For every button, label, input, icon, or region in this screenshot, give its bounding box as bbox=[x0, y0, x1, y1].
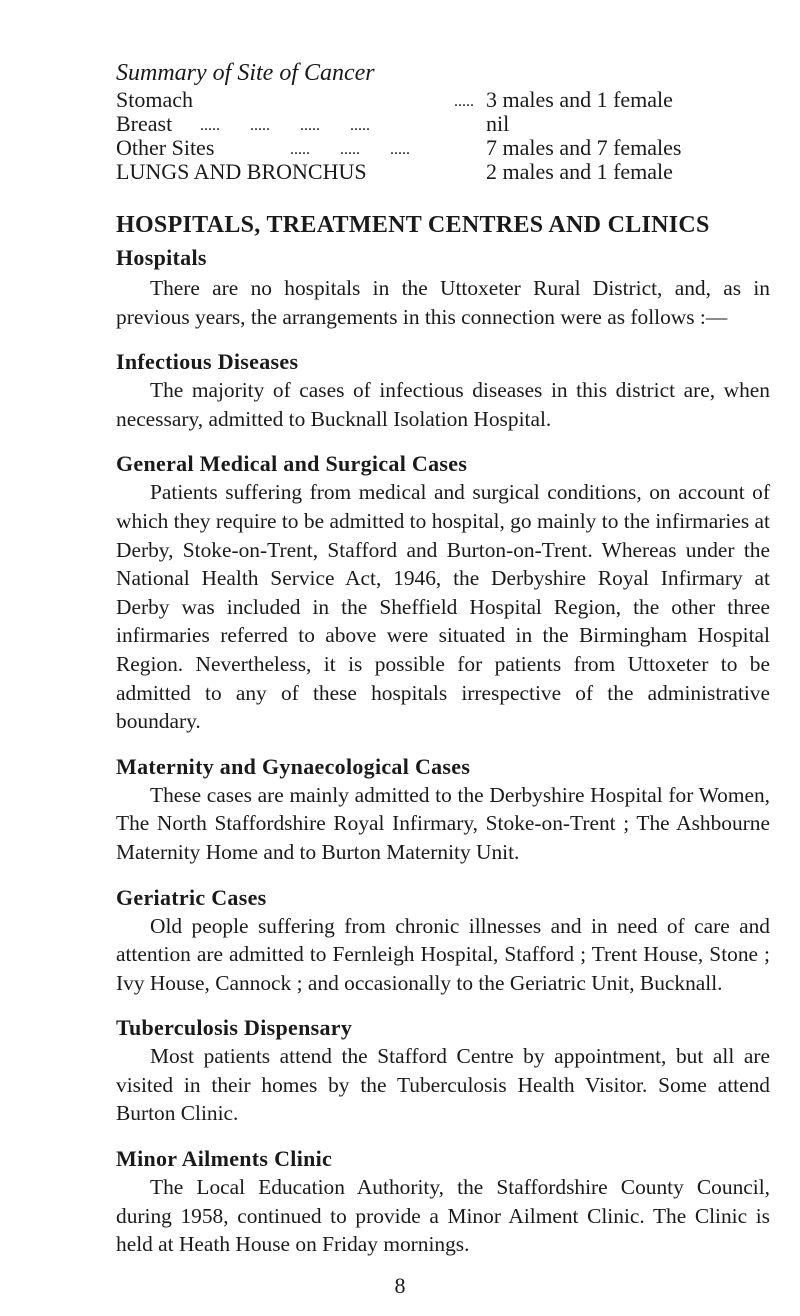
section-maternity-gynaecological bbox=[116, 752, 770, 867]
summary-site: Breast bbox=[116, 111, 173, 136]
summary-title: Summary of Site of Cancer bbox=[116, 60, 375, 86]
summary-leader-dots: ..... bbox=[454, 93, 474, 110]
cancer-site-summary bbox=[116, 60, 736, 184]
section-hospitals bbox=[116, 243, 770, 331]
summary-value: nil bbox=[486, 111, 510, 136]
section-body: The Local Education Authority, the Staffordshire County Council, during 1958, continued to provide a Minor Ailment Clinic. The Clinic is held at Heath House on Friday mornings. bbox=[116, 1175, 770, 1257]
summary-site: Stomach bbox=[116, 87, 193, 112]
section-body: The majority of cases of infectious diseases in this district are, when necessary, admitted to Bucknall Isolation Hospital. bbox=[116, 378, 770, 431]
page-number: 8 bbox=[394, 1273, 406, 1298]
summary-leader-dots: ..... ..... ..... ..... bbox=[200, 117, 370, 134]
summary-site: Other Sites bbox=[116, 135, 215, 160]
section-geriatric bbox=[116, 883, 770, 998]
summary-row bbox=[116, 136, 736, 160]
summary-value: 2 males and 1 female bbox=[486, 159, 673, 184]
section-heading: Geriatric Cases bbox=[116, 884, 267, 910]
section-body: These cases are mainly admitted to the Derbyshire Hospital for Women, The North Staffordshire Royal Infirmary, Stoke-on-Trent ; The Ashbourne Maternity Home and to Burton Maternity Unit. bbox=[116, 782, 770, 864]
summary-value: 3 males and 1 female bbox=[486, 87, 673, 112]
summary-row bbox=[116, 112, 736, 136]
main-heading: HOSPITALS, TREATMENT CENTRES AND CLINICS bbox=[116, 212, 710, 238]
section-heading: Tuberculosis Dispensary bbox=[116, 1015, 353, 1041]
section-heading: Hospitals bbox=[116, 245, 207, 270]
summary-row bbox=[116, 88, 736, 112]
section-general-medical-surgical bbox=[116, 449, 770, 735]
section-body: Patients suffering from medical and surgical conditions, on account of which they require to be admitted to hospital, go mainly to the infirmaries at Derby, Stoke-on-Trent, Stafford and Burton-on-Trent. Whereas under the National Health Service Act, 1946, the Derbyshire Royal Infirmary at Derby was included in the Sheffield Hospital Region, the other three infirmaries referred to above were situated in the Birmingham Hospital Region. Nevertheless, it is possible for patients from Uttoxeter to be admitted to any of these hospitals irrespective of the administrative boundary. bbox=[116, 480, 770, 734]
section-body: Old people suffering from chronic illnesses and in need of care and attention are admitted to Fernleigh Hospital, Stafford ; Trent House, Stone ; Ivy House, Cannock ; and occasionally to the Geriatric Unit, Bucknall. bbox=[116, 913, 770, 995]
summary-row bbox=[116, 160, 736, 184]
section-tuberculosis-dispensary bbox=[116, 1013, 770, 1128]
summary-leader-dots: ..... ..... ..... bbox=[290, 141, 410, 158]
section-heading: Minor Ailments Clinic bbox=[116, 1146, 333, 1172]
section-heading: Infectious Diseases bbox=[116, 349, 299, 375]
summary-site: LUNGS AND BRONCHUS bbox=[116, 159, 367, 184]
sections-container bbox=[116, 243, 770, 1275]
section-body: Most patients attend the Stafford Centre by appointment, but all are visited in their homes by the Tuberculosis Health Visitor. Some attend Burton Clinic. bbox=[116, 1044, 770, 1126]
summary-value: 7 males and 7 females bbox=[486, 135, 682, 160]
section-body: There are no hospitals in the Uttoxeter Rural District, and, as in previous years, the arrangements in this connection were as follows :— bbox=[116, 276, 770, 329]
section-infectious-diseases bbox=[116, 347, 770, 433]
section-minor-ailments bbox=[116, 1144, 770, 1259]
section-heading: General Medical and Surgical Cases bbox=[116, 451, 468, 477]
section-heading: Maternity and Gynaecological Cases bbox=[116, 753, 471, 779]
